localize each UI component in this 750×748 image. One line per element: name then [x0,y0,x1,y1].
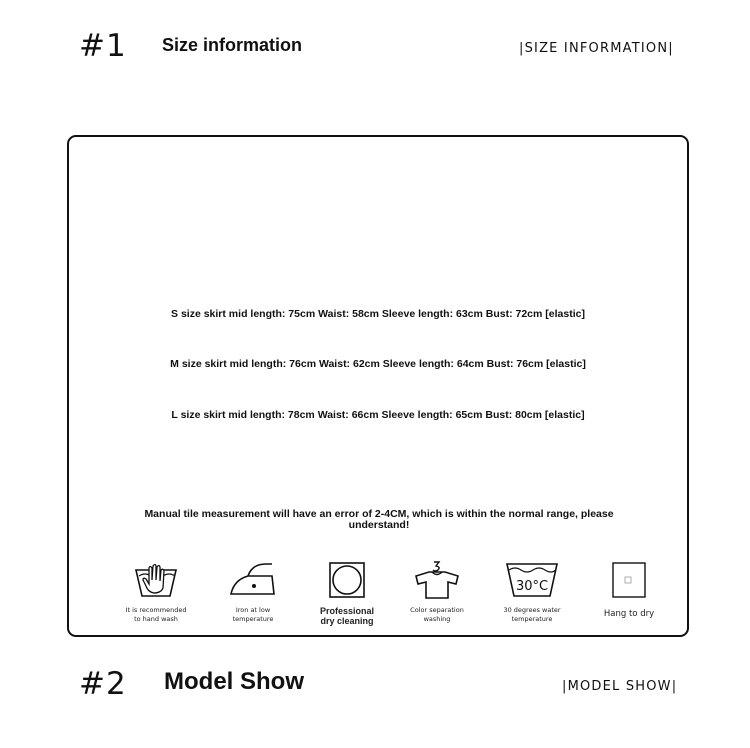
care-item-hand-wash [113,560,199,623]
dry-clean-icon [327,560,367,600]
care-label: Hang to dry [603,609,655,619]
section-title: Size information [162,35,303,55]
wash-30-icon [505,560,559,600]
section-tag: |MODEL SHOW| [562,679,678,694]
size-line-l: L size skirt mid length: 78cm Waist: 66cm Sleeve length: 65cm Bust: 80cm [elastic] [171,409,585,421]
size-line-m: M size skirt mid length: 76cm Waist: 62cm Sleeve length: 64cm Bust: 76cm [elastic] [170,358,586,370]
size-info-panel [67,135,689,637]
care-label: Color separation washing [410,606,464,623]
care-item-hang-dry [586,560,672,619]
section-number: #2 [79,666,127,702]
iron-low-icon [228,560,278,600]
hang-dry-icon [609,560,649,600]
care-item-dry-clean [304,560,390,626]
hand-wash-icon [133,560,179,600]
section-number: #1 [79,28,127,64]
section-tag: |SIZE INFORMATION| [519,41,674,56]
care-label: It is recommended to hand wash [125,606,187,623]
care-item-wash-30 [489,560,575,623]
measurement-note: Manual tile measurement will have an error of 2-4CM, which is within the normal range, please understand! [144,508,614,531]
size-line-s: S size skirt mid length: 75cm Waist: 58cm Sleeve length: 63cm Bust: 72cm [elastic] [171,308,585,320]
care-item-iron [210,560,296,623]
care-label: Iron at low temperature [232,606,274,623]
care-label: Professional dry cleaning [319,606,375,626]
separate-wash-icon [414,560,460,600]
care-label: 30 degrees water temperature [503,606,561,623]
wash-temp-text: 30°C [515,579,549,594]
section-title: Model Show [164,668,304,695]
care-item-separate-wash [394,560,480,623]
